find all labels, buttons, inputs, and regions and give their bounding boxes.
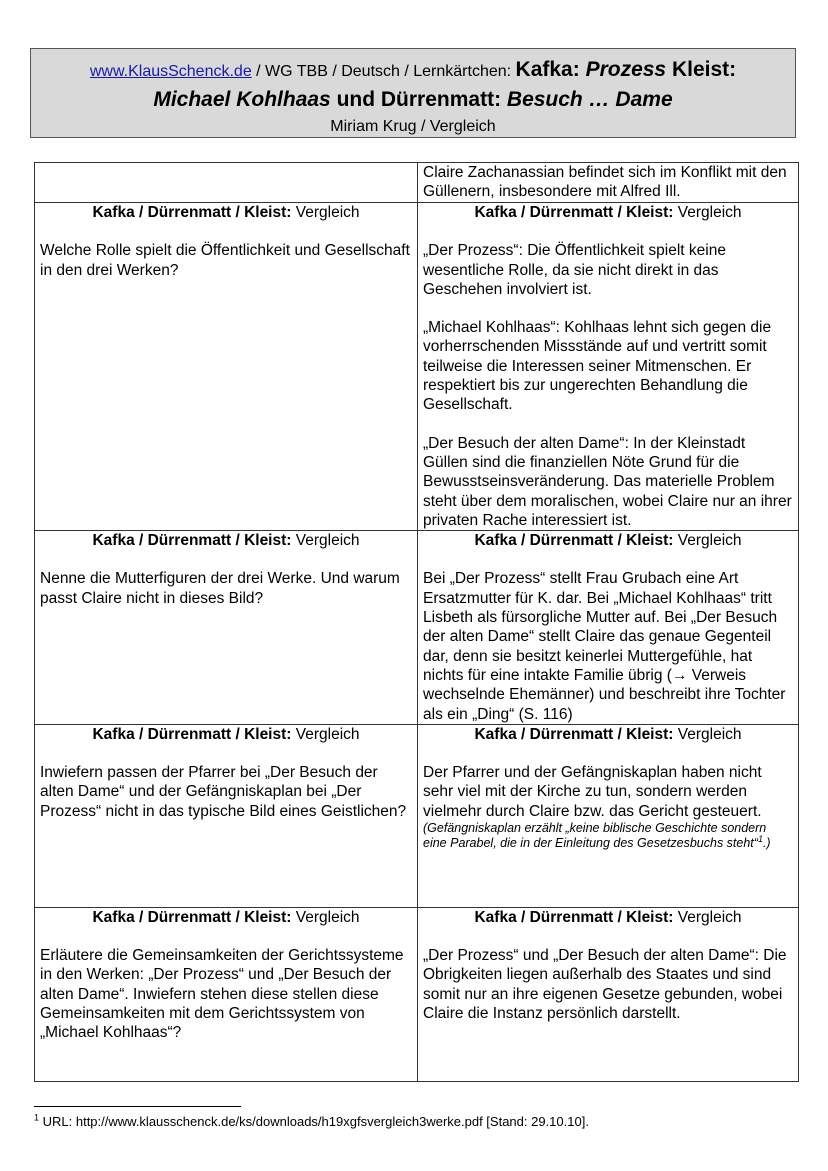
breadcrumb-2: Deutsch / Lernkärtchen: — [341, 63, 516, 80]
card-heading: Kafka / Dürrenmatt / Kleist: Vergleich — [92, 532, 360, 550]
answer-text: Claire Zachanassian befindet sich im Konflikt mit den Güllenern, insbesondere mit Alfred Ill. — [423, 164, 787, 201]
answer-cell — [418, 163, 799, 203]
author-line: Miriam Krug / Vergleich — [330, 118, 496, 135]
footnote-number: 1 — [34, 1112, 40, 1123]
breadcrumb-1: / WG TBB / — [251, 63, 342, 80]
question-cell — [35, 203, 418, 531]
answer-cell — [418, 724, 799, 907]
title-besuch: Besuch … Dame — [506, 88, 673, 111]
answer-cell — [418, 531, 799, 725]
title-kleist: Kleist: — [666, 58, 737, 81]
table-row — [35, 531, 799, 725]
question-cell — [35, 907, 418, 1081]
card-heading: Kafka / Dürrenmatt / Kleist: Vergleich — [474, 725, 742, 743]
flashcard-table — [34, 162, 799, 1082]
answer-text: „Der Prozess“ und „Der Besuch der alten Dame“: Die Obrigkeiten liegen außerhalb des Staates und sind somit nur an ihre eigenen Gesetze gebunden, wobei Claire die Instanz persönlich darstellt. — [423, 947, 787, 1023]
card-heading: Kafka / Dürrenmatt / Kleist: Vergleich — [92, 204, 360, 221]
question-cell — [35, 163, 418, 203]
card-heading: Kafka / Dürrenmatt / Kleist: Vergleich — [474, 908, 742, 926]
card-heading: Kafka / Dürrenmatt / Kleist: Vergleich — [92, 725, 360, 743]
header-line-2 — [31, 87, 795, 113]
title-kafka: Kafka: — [515, 58, 586, 81]
card-heading: Kafka / Dürrenmatt / Kleist: Vergleich — [474, 532, 742, 550]
site-link[interactable]: www.KlausSchenck.de — [89, 63, 252, 80]
title-prozess: Prozess — [585, 58, 667, 81]
question-text: Erläutere die Gemeinsamkeiten der Gerichtssysteme in den Werken: „Der Prozess“ und „Der Besuch der alten Dame“. Inwiefern stehen diese stellen diese Gemeinsamkeiten mit dem Gerichtssystem von „Michael Kohlhaas“? — [40, 947, 404, 1042]
header-line-1 — [31, 59, 795, 83]
question-text: Welche Rolle spielt die Öffentlichkeit und Gesellschaft in den drei Werken? — [40, 242, 410, 279]
answer-paragraph: „Michael Kohlhaas“: Kohlhaas lehnt sich gegen die vorherrschenden Missstände auf und vertritt somit teilweise die Interessen seiner Mitmenschen. Er respektiert bis zur ungerechten Behandlung die Gesellschaft. — [423, 319, 772, 414]
question-text: Inwiefern passen der Pfarrer bei „Der Besuch der alten Dame“ und der Gefängniskaplan bei „Der Prozess“ nicht in das typische Bild eines Geistlichen? — [40, 764, 407, 820]
answer-paragraph: „Der Besuch der alten Dame“: In der Kleinstadt Güllen sind die finanziellen Nöte Grund für die Bewusstseinsveränderung. Das materielle Problem steht über dem moralischen, wobei Claire nur an ihrer privaten Rache interessiert ist. — [423, 434, 792, 529]
card-heading: Kafka / Dürrenmatt / Kleist: Vergleich — [92, 908, 360, 926]
question-cell — [35, 531, 418, 725]
footnote-text: URL: http://www.klausschenck.de/ks/downloads/h19xgfsvergleich3werke.pdf [Stand: 29.10.10]. — [39, 1114, 589, 1129]
table-row — [35, 203, 799, 531]
question-cell — [35, 724, 418, 907]
answer-text: Der Pfarrer und der Gefängniskaplan haben nicht sehr viel mit der Kirche zu tun, sondern werden vielmehr durch Claire bzw. das Gericht gesteuert. — [423, 764, 762, 820]
answer-paragraph: „Der Prozess“: Die Öffentlichkeit spielt keine wesentliche Rolle, da sie nicht direkt in das Geschehen involviert ist. — [423, 242, 726, 298]
answer-note: (Gefängniskaplan erzählt „keine biblische Geschichte sondern eine Parabel, die in der Einleitung des Gesetzesbuchs steht“$^1$.) — [423, 821, 771, 851]
answer-text: Bei „Der Prozess“ stellt Frau Grubach eine Art Ersatzmutter für K. dar. Bei „Michael Kohlhaas“ tritt Lisbeth als fürsorgliche Mutter auf. Bei „Der Besuch der alten Dame“ stellt Claire das genaue Gegenteil dar, denn sie besitzt keinerlei Muttergefühle, hat nichts für eine intakte Familie übrig (→ Verweis wechselnde Ehemänner) und beschreibt ihre Tochter als ein „Ding“ (S. 116) — [423, 570, 786, 723]
table-row — [35, 907, 799, 1081]
answer-cell — [418, 203, 799, 531]
table-row — [35, 163, 799, 203]
title-und-duerrenmatt: und Dürrenmatt: — [330, 88, 507, 111]
card-heading: Kafka / Dürrenmatt / Kleist: Vergleich — [474, 204, 742, 221]
title-kohlhaas: Michael Kohlhaas — [153, 88, 331, 111]
table-row — [35, 724, 799, 907]
document-header — [30, 48, 796, 138]
question-text: Nenne die Mutterfiguren der drei Werke. Und warum passt Claire nicht in dieses Bild? — [40, 570, 400, 607]
footnote-separator — [34, 1106, 241, 1107]
footnote-ref: 1 — [757, 833, 763, 844]
answer-cell — [418, 907, 799, 1081]
footnote — [34, 1114, 589, 1130]
